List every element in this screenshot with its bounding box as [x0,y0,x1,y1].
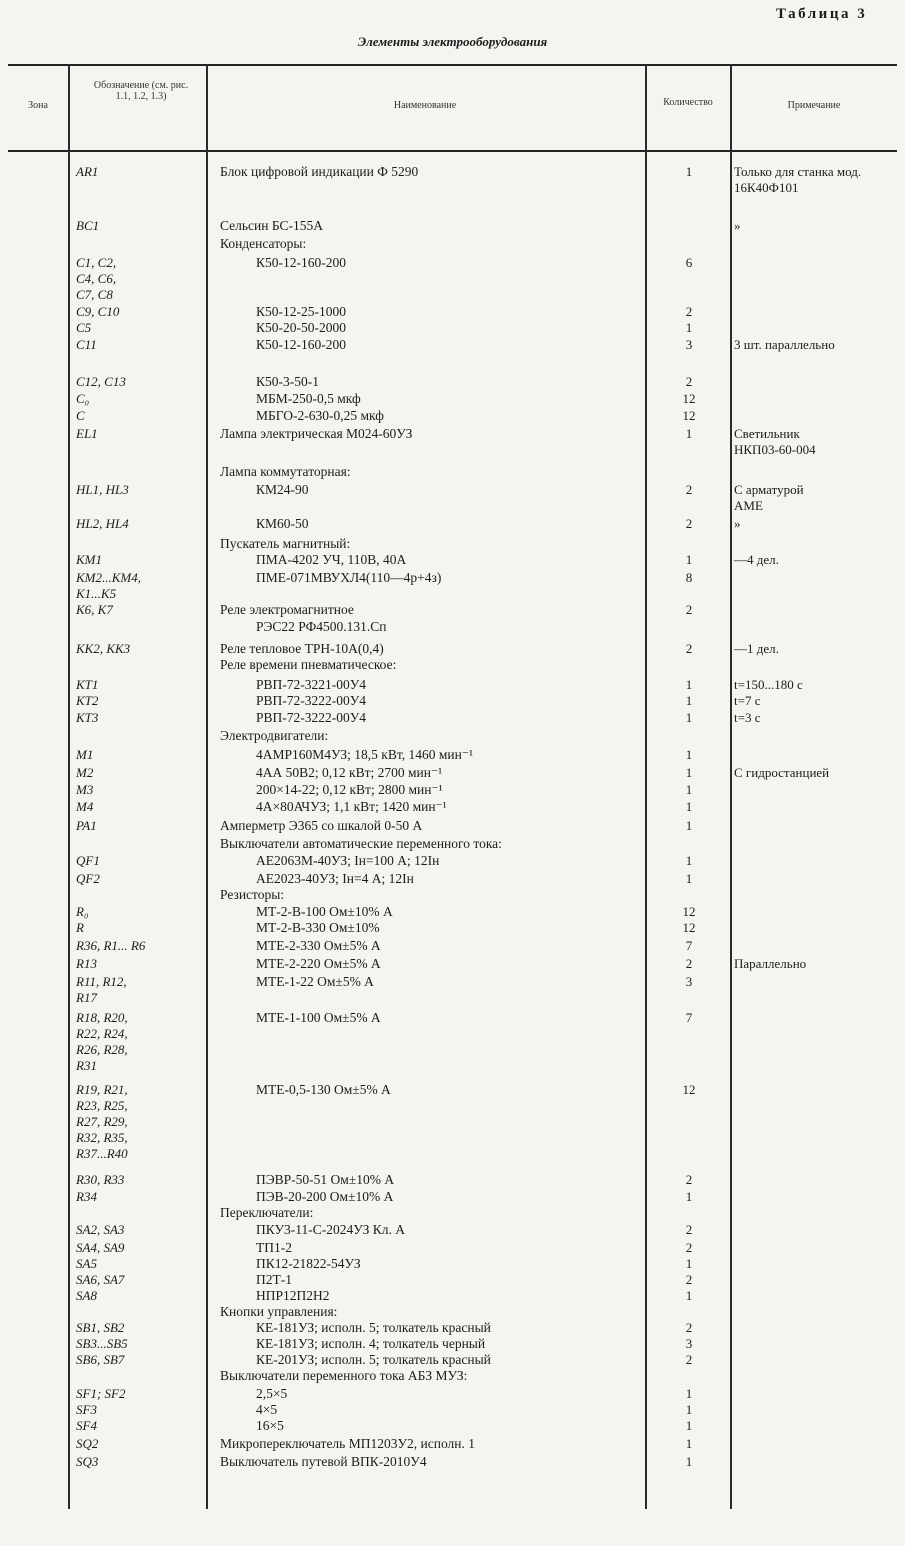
row-note: 3 шт. параллельно [734,337,835,352]
row-name: РЭС22 РФ4500.131.Сп [256,619,387,634]
row-designation: AR1 [76,164,99,179]
row-quantity: 1 [685,1189,693,1204]
row-note: » [734,218,741,233]
row-name: Реле времени пневматическое: [220,657,397,672]
row-note: » [734,516,741,531]
row-note: Светильник НКП03-60-004 [734,426,816,457]
row-designation: PA1 [76,818,97,833]
row-quantity: 1 [685,1436,693,1451]
row-designation: C12, C13 [76,374,126,389]
row-name: ПК12-21822-54УЗ [256,1256,361,1271]
row-name: МТ-2-В-330 Ом±10% [256,920,380,935]
row-name: К50-3-50-1 [256,374,319,389]
row-designation: M4 [76,799,94,814]
row-quantity: 2 [685,1272,693,1287]
row-name: Выключатели автоматические переменного тока: [220,836,502,851]
row-designation: HL1, HL3 [76,482,129,497]
table-number-label: Таблица 3 [776,6,868,22]
row-quantity: 12 [682,904,696,919]
row-designation: R11, R12, R17 [76,974,127,1005]
row-name: 200×14-22; 0,12 кВт; 2800 мин⁻¹ [256,782,443,797]
row-designation: SA6, SA7 [76,1272,125,1287]
row-designation: EL1 [76,426,98,441]
row-name: ТП1-2 [256,1240,292,1255]
row-quantity: 1 [685,426,693,441]
row-name: МТЕ-0,5-130 Ом±5% А [256,1082,391,1097]
row-name: К50-12-160-200 [256,337,346,352]
row-quantity: 1 [685,747,693,762]
row-name: 16×5 [256,1418,284,1433]
row-quantity: 2 [685,1172,693,1187]
row-name: КМ60-50 [256,516,309,531]
row-designation: SF4 [76,1418,97,1433]
row-designation: C [76,408,85,423]
row-designation: C9, C10 [76,304,120,319]
row-quantity: 7 [685,1010,693,1025]
row-designation: R34 [76,1189,97,1204]
row-name: ПМЕ-071МВУХЛ4(110—4р+4з) [256,570,442,585]
row-name: ПЭВР-50-51 Ом±10% А [256,1172,395,1187]
row-name: Кнопки управления: [220,1304,338,1319]
row-note: t=7 с [734,693,761,708]
row-designation: KM2...KM4, K1...K5 [76,570,141,601]
row-quantity: 2 [685,482,693,497]
row-name: РВП-72-3221-00У4 [256,677,367,692]
row-designation: R13 [76,956,97,971]
row-quantity: 1 [685,871,693,886]
row-designation: R30, R33 [76,1172,125,1187]
row-designation: KK2, KK3 [76,641,131,656]
row-quantity: 2 [685,1320,693,1335]
row-quantity: 1 [685,164,693,179]
row-quantity: 1 [685,320,693,335]
row-quantity: 1 [685,1256,693,1271]
row-quantity: 1 [685,1288,693,1303]
row-quantity: 6 [685,255,693,270]
row-name: КЕ-181УЗ; исполн. 5; толкатель красный [256,1320,491,1335]
row-quantity: 1 [685,818,693,833]
row-designation: C5 [76,320,92,335]
row-designation: K6, K7 [76,602,113,617]
row-name: 4АМР160М4УЗ; 18,5 кВт, 1460 мин⁻¹ [256,747,474,762]
row-name: АЕ2023-40УЗ; Iн=4 А; 12Iн [256,871,414,886]
row-name: ПМА-4202 УЧ, 110В, 40А [256,552,407,567]
row-name: П2Т-1 [256,1272,292,1287]
row-designation: KM1 [76,552,102,567]
row-name: АЕ2063М-40УЗ; Iн=100 А; 12Iн [256,853,440,868]
row-quantity: 1 [685,799,693,814]
row-designation: SA5 [76,1256,97,1271]
row-designation: M3 [76,782,94,797]
row-note: Параллельно [734,956,807,971]
row-quantity: 12 [682,920,696,935]
row-name: Переключатели: [220,1205,314,1220]
row-quantity: 1 [685,765,693,780]
header-quantity: Количество [663,97,713,108]
row-designation: QF2 [76,871,100,886]
row-quantity: 2 [685,1352,693,1367]
row-designation: SF3 [76,1402,97,1417]
row-quantity: 3 [685,974,693,989]
row-quantity: 8 [685,570,693,585]
row-name: Амперметр Э365 со шкалой 0-50 А [220,818,423,833]
row-designation: R19, R21, R23, R25, R27, R29, R32, R35, R37...R40 [76,1082,128,1161]
row-name: Лампа коммутаторная: [220,464,351,479]
row-designation: R18, R20, R22, R24, R26, R28, R31 [76,1010,128,1073]
row-quantity: 2 [685,956,693,971]
row-name: ПЭВ-20-200 Ом±10% А [256,1189,394,1204]
row-note: С арматурой АМЕ [734,482,804,513]
row-designation: R [76,920,84,935]
row-name: 4АА 50В2; 0,12 кВт; 2700 мин⁻¹ [256,765,443,780]
row-quantity: 3 [685,337,693,352]
row-designation: SA2, SA3 [76,1222,125,1237]
row-name: ПКУ3-11-С-2024УЗ Кл. А [256,1222,406,1237]
row-name: НПР12П2Н2 [256,1288,330,1303]
row-quantity: 12 [682,1082,696,1097]
row-note: t=3 с [734,710,761,725]
row-name: Выключатель путевой ВПК-2010У4 [220,1454,427,1469]
row-note: —4 дел. [734,552,779,567]
row-name: МТЕ-2-330 Ом±5% А [256,938,381,953]
row-name: РВП-72-3222-00У4 [256,693,367,708]
row-name: 2,5×5 [256,1386,288,1401]
row-name: КЕ-181УЗ; исполн. 4; толкатель черный [256,1336,486,1351]
row-quantity: 2 [685,304,693,319]
row-designation: SQ3 [76,1454,99,1469]
row-quantity: 2 [685,641,693,656]
row-name: КЕ-201УЗ; исполн. 5; толкатель красный [256,1352,491,1367]
row-name: Реле тепловое ТРН-10А(0,4) [220,641,384,656]
row-name: К50-12-160-200 [256,255,346,270]
row-designation: C1, C2, C4, C6, C7, C8 [76,255,117,302]
row-quantity: 3 [685,1336,693,1351]
row-designation: SA8 [76,1288,97,1303]
row-quantity: 2 [685,602,693,617]
row-designation: KT2 [76,693,99,708]
page-title: Элементы электрооборудования [357,34,548,49]
header-zone: Зона [28,100,48,111]
row-name: МТ-2-В-100 Ом±10% А [256,904,393,919]
row-name: 4×5 [256,1402,278,1417]
row-note: Только для станка мод. 16К40Ф101 [734,164,862,195]
row-name: 4А×80АЧУЗ; 1,1 кВт; 1420 мин⁻¹ [256,799,447,814]
row-quantity: 2 [685,1222,693,1237]
row-quantity: 1 [685,782,693,797]
row-quantity: 12 [682,408,696,423]
row-name: МТЕ-1-100 Ом±5% А [256,1010,381,1025]
row-quantity: 1 [685,1402,693,1417]
row-quantity: 12 [682,391,696,406]
row-designation: HL2, HL4 [76,516,129,531]
row-designation: QF1 [76,853,100,868]
row-name: К50-12-25-1000 [256,304,346,319]
row-quantity: 2 [685,374,693,389]
row-designation: KT3 [76,710,99,725]
row-name: Реле электромагнитное [220,602,354,617]
row-designation: KT1 [76,677,99,692]
row-name: Лампа электрическая М024-60УЗ [220,426,413,441]
row-note: —1 дел. [734,641,779,656]
row-name: Пускатель магнитный: [220,536,351,551]
row-quantity: 1 [685,1454,693,1469]
row-name: Выключатели переменного тока АБЗ МУЗ: [220,1368,468,1383]
row-quantity: 1 [685,710,693,725]
row-name: РВП-72-3222-00У4 [256,710,367,725]
row-name: Резисторы: [220,887,285,902]
row-designation: M1 [76,747,94,762]
row-designation: C₀ [76,391,90,406]
row-name: Электродвигатели: [220,728,329,743]
row-name: Сельсин БС-155А [220,218,324,233]
row-designation: M2 [76,765,94,780]
row-quantity: 1 [685,853,693,868]
row-designation: SB3...SB5 [76,1336,128,1351]
row-name: Конденсаторы: [220,236,307,251]
row-name: КМ24-90 [256,482,309,497]
row-name: К50-20-50-2000 [256,320,346,335]
row-name: МТЕ-1-22 Ом±5% А [256,974,374,989]
row-designation: SA4, SA9 [76,1240,125,1255]
row-designation: SQ2 [76,1436,99,1451]
row-note: С гидростанцией [734,765,830,780]
row-name: Блок цифровой индикации Ф 5290 [220,164,419,179]
row-designation: BC1 [76,218,100,233]
row-name: Микропереключатель МП1203У2, исполн. 1 [220,1436,475,1451]
row-designation: C11 [76,337,97,352]
row-quantity: 7 [685,938,693,953]
row-quantity: 2 [685,516,693,531]
row-name: МБГО-2-630-0,25 мкф [256,408,384,423]
row-quantity: 1 [685,552,693,567]
header-name: Наименование [393,100,457,111]
row-designation: SB6, SB7 [76,1352,125,1367]
row-quantity: 2 [685,1240,693,1255]
row-name: МТЕ-2-220 Ом±5% А [256,956,381,971]
header-note: Примечание [787,100,841,111]
row-designation: R₀ [76,904,89,919]
row-note: t=150...180 с [734,677,803,692]
row-name: МБМ-250-0,5 мкф [256,391,361,406]
row-designation: R36, R1... R6 [76,938,146,953]
row-designation: SF1; SF2 [76,1386,126,1401]
row-designation: SB1, SB2 [76,1320,125,1335]
header-designation: Обозначение (см. рис. 1.1, 1.2, 1.3) [93,80,189,102]
row-quantity: 1 [685,693,693,708]
row-quantity: 1 [685,1418,693,1433]
row-quantity: 1 [685,1386,693,1401]
row-quantity: 1 [685,677,693,692]
